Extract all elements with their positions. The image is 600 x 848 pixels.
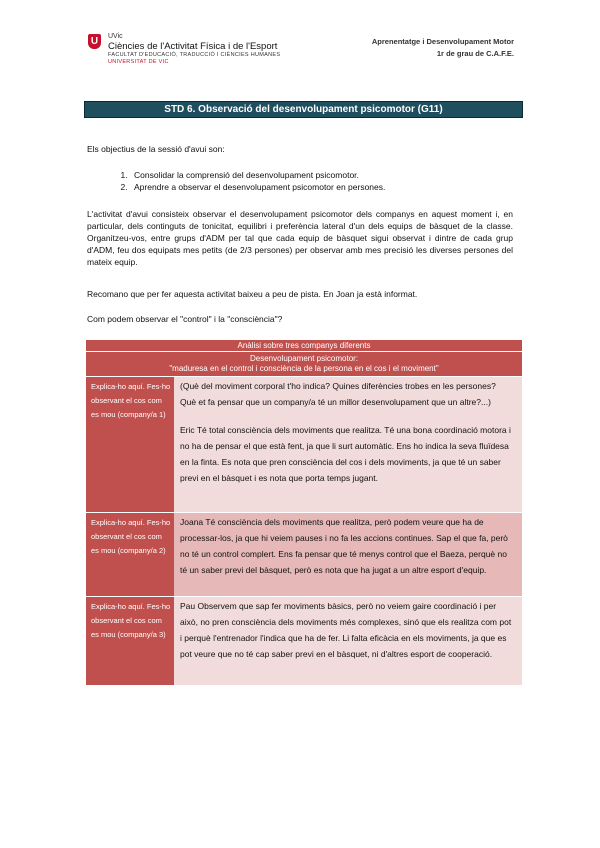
observation-text: Pau Observem que sap fer moviments bàsics, però no veiem gaire coordinació i per això, no pren consciència dels moviments més complexes, sinó que els realitza com pot i perquè l'entrenador l'indica que ha de fer. Li falta eficàcia en els moviments, ja que es pot veure que no té cap saber previ en el bàsquet, ni d'altres esport de cooperació. — [180, 601, 512, 659]
subject-name: Aprenentatge i Desenvolupament Motor — [371, 37, 514, 46]
row-label: Explica-ho aquí. Fes-ho observant el cos com es mou (company/a 1) — [86, 377, 174, 513]
subheader-definition: "maduresa en el control i consciència de la persona en el cos i el moviment" — [169, 364, 439, 373]
row-label: Explica-ho aquí. Fes-ho observant el cos com es mou (company/a 2) — [86, 513, 174, 597]
observation-table — [86, 340, 522, 685]
row-label: Explica-ho aquí. Fes-ho observant el cos com es mou (company/a 3) — [86, 597, 174, 685]
table-subheader — [86, 352, 522, 377]
uvic-label: UVic — [108, 33, 123, 40]
observation-cell[interactable] — [174, 513, 522, 597]
table-row — [86, 377, 522, 513]
institution-block — [108, 33, 280, 66]
objectives-list — [108, 169, 385, 193]
table-row — [86, 513, 522, 597]
recommendation-paragraph: Recomano que per fer aquesta activitat baixeu a peu de pista. En Joan ja està informat. — [87, 289, 418, 299]
table-row — [86, 597, 522, 685]
subheader-title: Desenvolupament psicomotor: — [249, 354, 359, 363]
intro-text: Els objectius de la sessió d'avui son: — [87, 144, 225, 154]
observation-cell[interactable] — [174, 377, 522, 513]
question-text: Com podem observar el "control" i la "consciència"? — [87, 314, 283, 324]
table-header: Anàlisi sobre tres companys diferents — [86, 340, 522, 352]
course-name: 1r de grau de C.A.F.E. — [436, 49, 514, 58]
course-header — [372, 36, 514, 60]
document-title: STD 6. Observació del desenvolupament psicomotor (G11) — [84, 101, 523, 118]
university-name: UNIVERSITAT DE VIC — [108, 59, 169, 65]
activity-paragraph: L'activitat d'avui consisteix observar el desenvolupament psicomotor dels companys en aquest moment i, en particular, dels continguts de tonicitat, equilibri i preferència lateral d'un dels equips de bàsquet de la classe. Organitzeu-vos, entre grups d'ADM per tal que cada equip de bàsquet sigui observat i dintre de cada grup d'ADM, feu dos equipats mes petits (de 2/3 persones) per observar amb mes precisió les diverses persones del mateix equip. — [87, 209, 513, 267]
school-name: Ciències de l'Activitat Física i de l'Esport — [108, 41, 278, 52]
observation-text: Eric Té total consciència dels moviments que realitza. Té una bona coordinació motora i no ha de pensar el que està fent, ja que li surt automàtic. Ens ho indica la seva fluïdesa en la finta. Es nota que pren consciència del cos i dels moviments, ja que té un saber previ en el bàsquet i es nota que porta temps jugant. — [180, 425, 511, 483]
objective-item: 1. Consolidar la comprensió del desenvolupament psicomotor. — [130, 169, 385, 181]
observation-cell[interactable] — [174, 597, 522, 685]
objective-item: 2. Aprendre a observar el desenvolupament psicomotor en persones. — [130, 181, 385, 193]
guiding-questions: (Què del moviment corporal t'ho indica? Quines diferències trobes en les persones? Què et fa pensar que un company/a té un millor desenvolupament que un altre?...) — [180, 381, 496, 407]
faculty-name: FACULTAT D'EDUCACIÓ, TRADUCCIÓ I CIÈNCIES HUMANES — [108, 52, 281, 58]
observation-text: Joana Té consciència dels moviments que realitza, però podem veure que ha de processar-los, ja que hi veiem pauses i no fa les accions continues. Sap el que fa, però no té un control complert. Ens fa pensar que té menys control que el Baeza, perquè no té un saber previ del bàsquet, però es nota que ha jugat a un altre esport d'equip. — [180, 517, 508, 575]
university-logo: U — [88, 34, 101, 49]
